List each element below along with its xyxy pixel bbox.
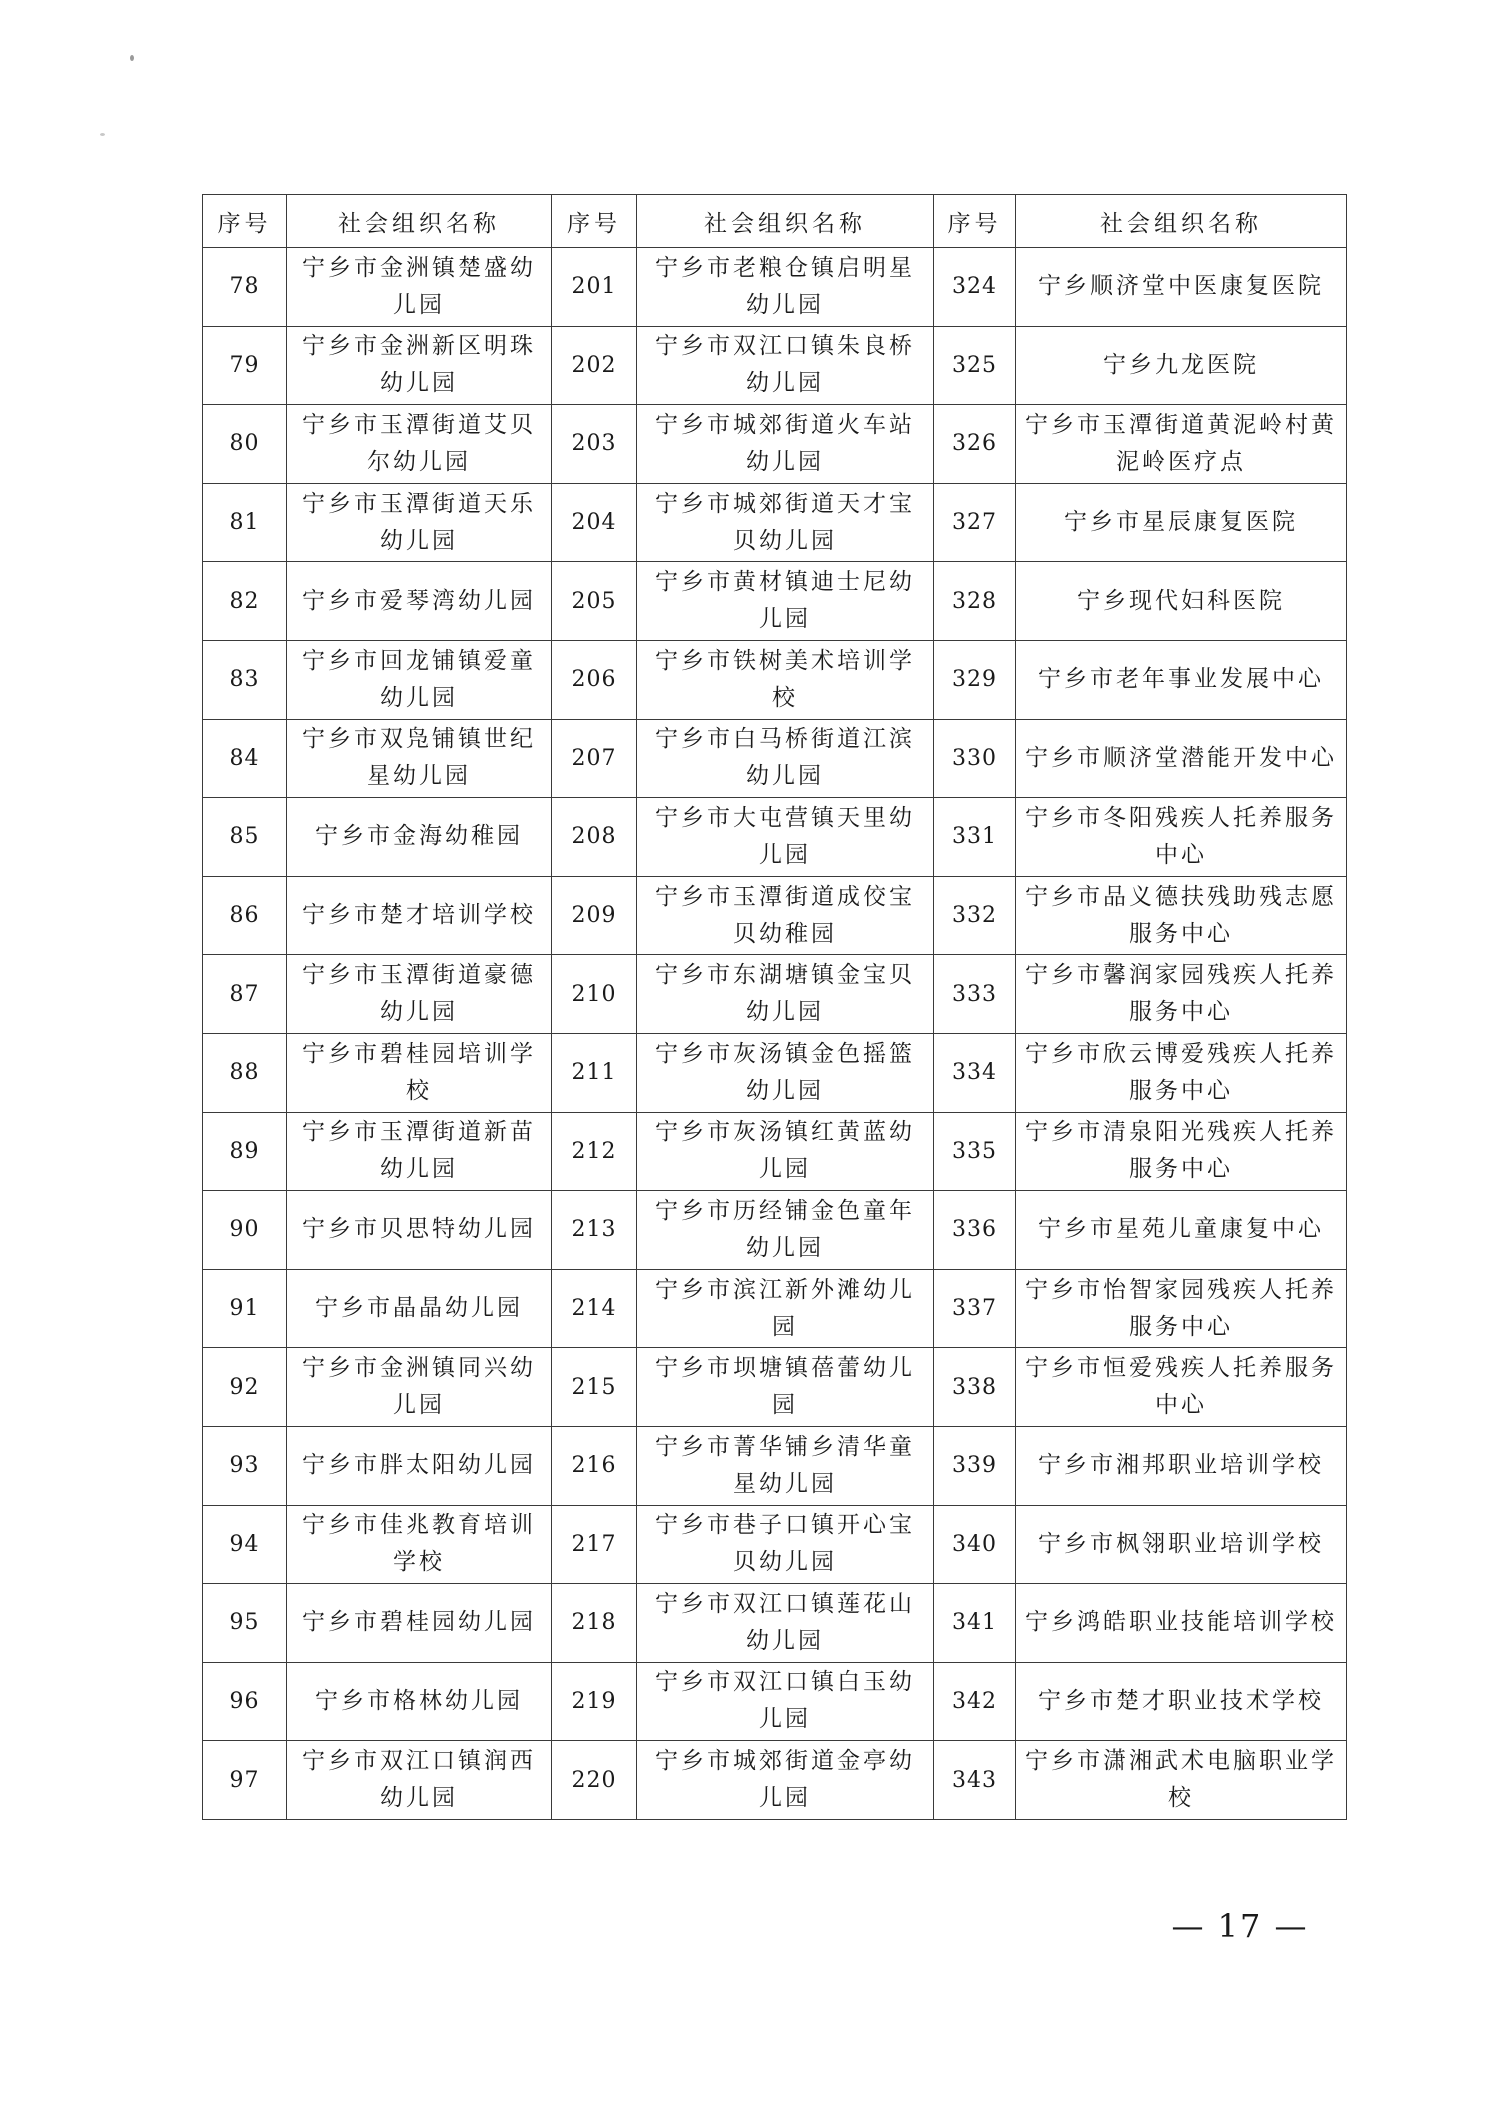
seq-number-cell: 93 [203, 1426, 287, 1505]
seq-number-cell: 208 [552, 798, 637, 877]
seq-number-cell: 80 [203, 405, 287, 484]
social-organization-table [202, 194, 1347, 1820]
table-header-row [203, 195, 1347, 248]
org-name-cell: 宁乡市灰汤镇红黄蓝幼儿园 [637, 1112, 934, 1191]
seq-number-cell: 324 [934, 248, 1016, 327]
org-name-cell: 宁乡市铁树美术培训学校 [637, 640, 934, 719]
org-name-cell: 宁乡市回龙铺镇爱童幼儿园 [287, 640, 552, 719]
org-name-cell: 宁乡市城郊街道金亭幼儿园 [637, 1741, 934, 1820]
seq-number-cell: 94 [203, 1505, 287, 1584]
seq-number-cell: 96 [203, 1662, 287, 1741]
org-name-cell: 宁乡顺济堂中医康复医院 [1016, 248, 1347, 327]
org-name-cell: 宁乡市双凫铺镇世纪星幼儿园 [287, 719, 552, 798]
org-name-cell: 宁乡市大屯营镇天里幼儿园 [637, 798, 934, 877]
table-row [203, 1505, 1347, 1584]
org-name-cell: 宁乡市双江口镇白玉幼儿园 [637, 1662, 934, 1741]
seq-number-cell: 204 [552, 483, 637, 562]
org-name-cell: 宁乡市坝塘镇蓓蕾幼儿园 [637, 1348, 934, 1427]
org-name-cell: 宁乡市佳兆教育培训学校 [287, 1505, 552, 1584]
table-row [203, 1348, 1347, 1427]
org-name-cell: 宁乡市恒爱残疾人托养服务中心 [1016, 1348, 1347, 1427]
seq-number-cell: 207 [552, 719, 637, 798]
seq-number-cell: 202 [552, 326, 637, 405]
org-name-cell: 宁乡市格林幼儿园 [287, 1662, 552, 1741]
table-row [203, 1662, 1347, 1741]
seq-number-cell: 78 [203, 248, 287, 327]
seq-number-cell: 85 [203, 798, 287, 877]
org-name-cell: 宁乡市碧桂园幼儿园 [287, 1584, 552, 1663]
table-row [203, 562, 1347, 641]
table-row [203, 248, 1347, 327]
seq-number-cell: 336 [934, 1191, 1016, 1270]
org-name-cell: 宁乡市金洲镇同兴幼儿园 [287, 1348, 552, 1427]
org-name-cell: 宁乡市贝思特幼儿园 [287, 1191, 552, 1270]
seq-number-cell: 333 [934, 955, 1016, 1034]
org-name-cell: 宁乡市城郊街道火车站幼儿园 [637, 405, 934, 484]
seq-number-cell: 209 [552, 876, 637, 955]
org-name-cell: 宁乡市楚才培训学校 [287, 876, 552, 955]
org-name-cell: 宁乡市白马桥街道江滨幼儿园 [637, 719, 934, 798]
seq-number-cell: 87 [203, 955, 287, 1034]
seq-number-cell: 337 [934, 1269, 1016, 1348]
seq-number-cell: 332 [934, 876, 1016, 955]
org-name-cell: 宁乡市灰汤镇金色摇篮幼儿园 [637, 1033, 934, 1112]
table-row [203, 1269, 1347, 1348]
org-name-cell: 宁乡市顺济堂潜能开发中心 [1016, 719, 1347, 798]
org-name-cell: 宁乡市老粮仓镇启明星幼儿园 [637, 248, 934, 327]
org-name-cell: 宁乡市湘邦职业培训学校 [1016, 1426, 1347, 1505]
org-name-cell: 宁乡市双江口镇莲花山幼儿园 [637, 1584, 934, 1663]
seq-number-cell: 215 [552, 1348, 637, 1427]
org-name-cell: 宁乡市老年事业发展中心 [1016, 640, 1347, 719]
seq-number-cell: 335 [934, 1112, 1016, 1191]
seq-number-cell: 213 [552, 1191, 637, 1270]
org-name-cell: 宁乡市玉潭街道成佼宝贝幼稚园 [637, 876, 934, 955]
seq-number-cell: 211 [552, 1033, 637, 1112]
seq-number-cell: 327 [934, 483, 1016, 562]
org-name-cell: 宁乡市晶晶幼儿园 [287, 1269, 552, 1348]
org-name-cell: 宁乡市双江口镇润西幼儿园 [287, 1741, 552, 1820]
seq-number-cell: 339 [934, 1426, 1016, 1505]
seq-number-cell: 95 [203, 1584, 287, 1663]
table-row [203, 483, 1347, 562]
table-row [203, 798, 1347, 877]
org-name-cell: 宁乡市胖太阳幼儿园 [287, 1426, 552, 1505]
org-name-cell: 宁乡市玉潭街道天乐幼儿园 [287, 483, 552, 562]
org-name-cell: 宁乡市潇湘武术电脑职业学校 [1016, 1741, 1347, 1820]
seq-number-cell: 91 [203, 1269, 287, 1348]
org-name-cell: 宁乡市东湖塘镇金宝贝幼儿园 [637, 955, 934, 1034]
org-name-cell: 宁乡市碧桂园培训学校 [287, 1033, 552, 1112]
seq-number-cell: 340 [934, 1505, 1016, 1584]
seq-number-cell: 343 [934, 1741, 1016, 1820]
seq-number-cell: 206 [552, 640, 637, 719]
table-row [203, 1426, 1347, 1505]
org-name-cell: 宁乡市金洲新区明珠幼儿园 [287, 326, 552, 405]
org-name-cell: 宁乡市怡智家园残疾人托养服务中心 [1016, 1269, 1347, 1348]
org-name-cell: 宁乡市城郊街道天才宝贝幼儿园 [637, 483, 934, 562]
seq-number-cell: 210 [552, 955, 637, 1034]
seq-number-cell: 205 [552, 562, 637, 641]
seq-number-cell: 331 [934, 798, 1016, 877]
table-row [203, 955, 1347, 1034]
seq-number-cell: 220 [552, 1741, 637, 1820]
org-name-cell: 宁乡九龙医院 [1016, 326, 1347, 405]
seq-number-cell: 201 [552, 248, 637, 327]
org-name-cell: 宁乡市枫翎职业培训学校 [1016, 1505, 1347, 1584]
header-seq-3: 序号 [934, 195, 1016, 248]
seq-number-cell: 341 [934, 1584, 1016, 1663]
seq-number-cell: 325 [934, 326, 1016, 405]
org-name-cell: 宁乡市玉潭街道豪德幼儿园 [287, 955, 552, 1034]
seq-number-cell: 338 [934, 1348, 1016, 1427]
seq-number-cell: 334 [934, 1033, 1016, 1112]
seq-number-cell: 90 [203, 1191, 287, 1270]
org-name-cell: 宁乡市玉潭街道新苗幼儿园 [287, 1112, 552, 1191]
header-org-name-3: 社会组织名称 [1016, 195, 1347, 248]
table-row [203, 326, 1347, 405]
seq-number-cell: 328 [934, 562, 1016, 641]
seq-number-cell: 326 [934, 405, 1016, 484]
org-name-cell: 宁乡市欣云博爱残疾人托养服务中心 [1016, 1033, 1347, 1112]
seq-number-cell: 92 [203, 1348, 287, 1427]
org-name-cell: 宁乡市金海幼稚园 [287, 798, 552, 877]
org-name-cell: 宁乡市冬阳残疾人托养服务中心 [1016, 798, 1347, 877]
seq-number-cell: 330 [934, 719, 1016, 798]
seq-number-cell: 214 [552, 1269, 637, 1348]
seq-number-cell: 216 [552, 1426, 637, 1505]
org-name-cell: 宁乡市玉潭街道黄泥岭村黄泥岭医疗点 [1016, 405, 1347, 484]
table-row [203, 640, 1347, 719]
table-row [203, 876, 1347, 955]
header-org-name-2: 社会组织名称 [637, 195, 934, 248]
seq-number-cell: 97 [203, 1741, 287, 1820]
seq-number-cell: 89 [203, 1112, 287, 1191]
seq-number-cell: 342 [934, 1662, 1016, 1741]
org-name-cell: 宁乡市品义德扶残助残志愿服务中心 [1016, 876, 1347, 955]
scan-speck [130, 55, 134, 61]
table-row [203, 1191, 1347, 1270]
seq-number-cell: 86 [203, 876, 287, 955]
scan-speck [100, 133, 105, 136]
org-name-cell: 宁乡市馨润家园残疾人托养服务中心 [1016, 955, 1347, 1034]
seq-number-cell: 329 [934, 640, 1016, 719]
org-name-cell: 宁乡市楚才职业技术学校 [1016, 1662, 1347, 1741]
seq-number-cell: 212 [552, 1112, 637, 1191]
seq-number-cell: 218 [552, 1584, 637, 1663]
header-org-name-1: 社会组织名称 [287, 195, 552, 248]
org-name-cell: 宁乡市玉潭街道艾贝尔幼儿园 [287, 405, 552, 484]
org-name-cell: 宁乡鸿皓职业技能培训学校 [1016, 1584, 1347, 1663]
seq-number-cell: 83 [203, 640, 287, 719]
org-name-cell: 宁乡市滨江新外滩幼儿园 [637, 1269, 934, 1348]
seq-number-cell: 82 [203, 562, 287, 641]
seq-number-cell: 217 [552, 1505, 637, 1584]
seq-number-cell: 219 [552, 1662, 637, 1741]
table-row [203, 1033, 1347, 1112]
org-name-cell: 宁乡市菁华铺乡清华童星幼儿园 [637, 1426, 934, 1505]
org-name-cell: 宁乡市历经铺金色童年幼儿园 [637, 1191, 934, 1270]
table-row [203, 405, 1347, 484]
org-name-cell: 宁乡现代妇科医院 [1016, 562, 1347, 641]
seq-number-cell: 88 [203, 1033, 287, 1112]
header-seq-2: 序号 [552, 195, 637, 248]
table-row [203, 1741, 1347, 1820]
seq-number-cell: 81 [203, 483, 287, 562]
org-name-cell: 宁乡市金洲镇楚盛幼儿园 [287, 248, 552, 327]
table-row [203, 719, 1347, 798]
org-name-cell: 宁乡市黄材镇迪士尼幼儿园 [637, 562, 934, 641]
table-row [203, 1112, 1347, 1191]
seq-number-cell: 84 [203, 719, 287, 798]
table-body [203, 248, 1347, 1820]
page-number: — 17 — [1171, 1907, 1309, 1945]
org-name-cell: 宁乡市清泉阳光残疾人托养服务中心 [1016, 1112, 1347, 1191]
org-name-cell: 宁乡市双江口镇朱良桥幼儿园 [637, 326, 934, 405]
header-seq-1: 序号 [203, 195, 287, 248]
org-name-cell: 宁乡市星辰康复医院 [1016, 483, 1347, 562]
seq-number-cell: 79 [203, 326, 287, 405]
seq-number-cell: 203 [552, 405, 637, 484]
org-name-cell: 宁乡市爱琴湾幼儿园 [287, 562, 552, 641]
org-name-cell: 宁乡市巷子口镇开心宝贝幼儿园 [637, 1505, 934, 1584]
org-name-cell: 宁乡市星苑儿童康复中心 [1016, 1191, 1347, 1270]
table-row [203, 1584, 1347, 1663]
